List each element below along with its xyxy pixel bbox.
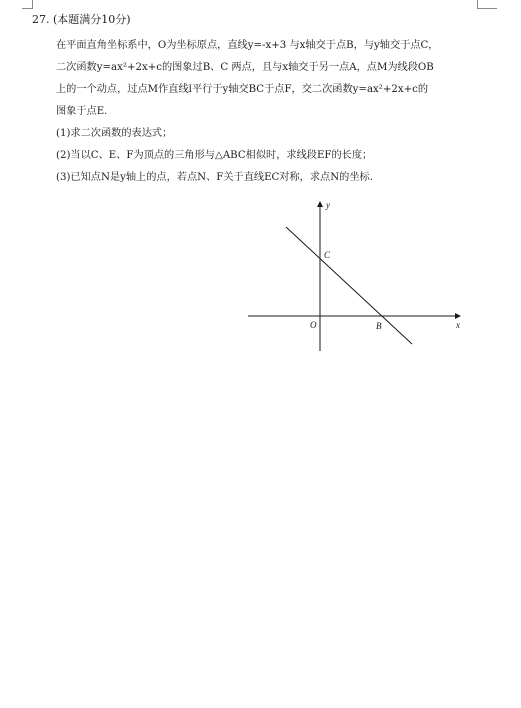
problem-line-4: 图象于点E. (56, 106, 108, 117)
coordinate-diagram (244, 196, 468, 356)
problem-line-3: 上的一个动点，过点M作直线l平行于y轴交BC于点F，交二次函数y=ax²+2x+c的 (56, 84, 429, 95)
corner-mark-left-horizontal (22, 8, 33, 9)
corner-mark-right-vertical (477, 0, 478, 8)
point-b-label: B (376, 321, 382, 331)
part-3: (3)已知点N是y轴上的点，若点N、F关于直线EC对称，求点N的坐标. (56, 172, 373, 183)
origin-label: O (310, 320, 317, 330)
problem-line-2: 二次函数y=ax²+2x+c的图象过B、C 两点，且与x轴交于另一点A，点M为线段OB (56, 62, 434, 73)
part-2: (2)当以C、E、F为顶点的三角形与△ABC相似时，求线段EF的长度； (56, 150, 373, 161)
question-27 (32, 13, 492, 189)
question-body (56, 35, 492, 189)
question-header (32, 13, 492, 27)
coordinate-figure (244, 196, 468, 356)
corner-mark-right-horizontal (477, 8, 497, 9)
problem-line-1: 在平面直角坐标系中，O为坐标原点，直线y=-x+3 与x轴交于点B，与y轴交于点C， (56, 40, 439, 51)
score-note: (本题满分10分) (53, 13, 131, 26)
x-axis-label: x (456, 320, 460, 330)
line-bc (286, 227, 412, 344)
corner-mark-left-vertical (32, 0, 33, 8)
question-number: 27. (32, 13, 50, 26)
point-c-label: C (324, 250, 331, 260)
y-axis-label: y (326, 200, 330, 210)
part-1: (1)求二次函数的表达式； (56, 128, 173, 139)
